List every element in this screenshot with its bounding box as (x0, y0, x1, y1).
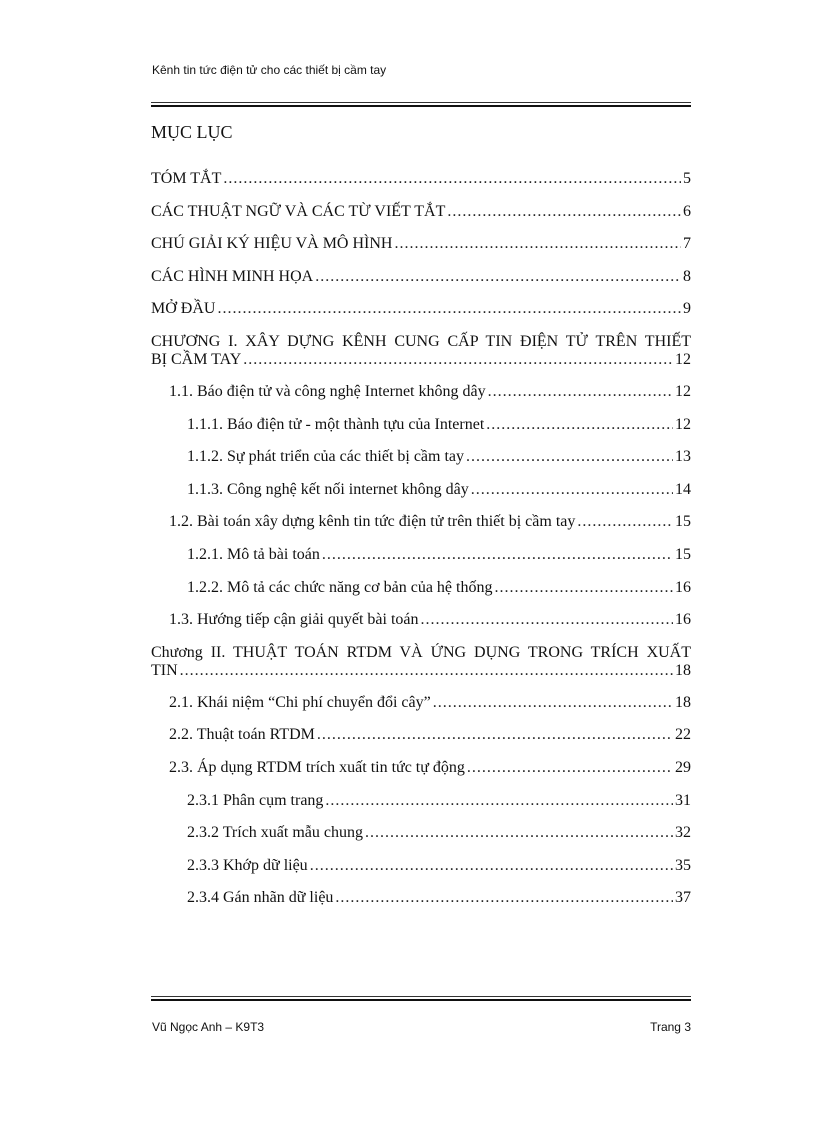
toc-entry-line (169, 513, 691, 531)
dot-leader (494, 579, 673, 597)
dot-leader (466, 448, 673, 466)
toc-entry[interactable] (151, 513, 691, 546)
toc-entry-line (187, 481, 691, 499)
toc-entry[interactable] (151, 203, 691, 236)
toc-entry-line (169, 694, 691, 712)
footer-page-label: Trang 3 (650, 1020, 691, 1034)
dot-leader (335, 889, 673, 907)
toc-entry-line (169, 759, 691, 777)
dot-leader (488, 383, 673, 401)
dot-leader (421, 611, 673, 629)
toc-entry-line (187, 448, 691, 466)
dot-leader (180, 662, 673, 680)
toc-entry-label: 1.1.1. Báo điện tử - một thành tựu của Internet (187, 415, 485, 433)
toc-entry-line (187, 824, 691, 842)
toc-entry-page-number: 12 (675, 350, 691, 368)
toc-entry-page-number: 13 (675, 448, 691, 466)
toc-entry-page-number: 8 (683, 267, 691, 285)
toc-entry-label: 1.2. Bài toán xây dựng kênh tin tức điện tử trên thiết bị cầm tay (169, 513, 576, 531)
toc-entry[interactable] (151, 268, 691, 301)
toc-title: MỤC LỤC (151, 122, 233, 142)
toc-entry-page-number: 15 (675, 513, 691, 531)
toc-entry-page-number: 12 (675, 382, 691, 400)
toc-entry-label: CÁC HÌNH MINH HỌA (151, 267, 314, 285)
toc-entry-line (169, 611, 691, 629)
toc-entry-label: MỞ ĐẦU (151, 300, 216, 318)
toc-entry[interactable] (151, 448, 691, 481)
toc-entry[interactable] (151, 300, 691, 333)
toc-entry-label: 1.1.3. Công nghệ kết nối internet không dây (187, 480, 469, 498)
toc-entry-label: TIN (151, 661, 178, 679)
toc-entry-page-number: 37 (675, 889, 691, 907)
dot-leader (394, 235, 681, 253)
dot-leader (317, 726, 673, 744)
toc-entry-label: 1.3. Hướng tiếp cận giải quyết bài toán (169, 611, 419, 629)
toc-entry-line (169, 383, 691, 401)
dot-leader (433, 694, 673, 712)
dot-leader (486, 416, 673, 434)
toc-entry-page-number: 22 (675, 726, 691, 744)
toc-entry[interactable] (151, 383, 691, 416)
toc-entry-line (151, 351, 691, 369)
dot-leader (467, 759, 673, 777)
toc-entry-heading-line: Chương II. THUẬT TOÁN RTDM VÀ ỨNG DỤNG TRONG TRÍCH XUẤT (151, 643, 691, 661)
toc-entry-page-number: 14 (675, 480, 691, 498)
toc-entry-line (151, 203, 691, 221)
toc-entry-label: BỊ CẦM TAY (151, 350, 242, 368)
toc-entry-page-number: 6 (683, 202, 691, 220)
toc-entry-page-number: 16 (675, 578, 691, 596)
toc-entry-line (187, 579, 691, 597)
toc-entry[interactable] (151, 694, 691, 727)
toc-entry-page-number: 12 (675, 415, 691, 433)
toc-entry-label: 2.3.2 Trích xuất mẫu chung (187, 824, 363, 842)
toc-entry[interactable] (151, 579, 691, 612)
toc-entry-label: 1.1.2. Sự phát triển của các thiết bị cầm tay (187, 448, 465, 466)
dot-leader (315, 268, 681, 286)
toc-entry-line (151, 300, 691, 318)
toc-entry[interactable] (151, 759, 691, 792)
toc-entry[interactable] (151, 726, 691, 759)
toc-entry-page-number: 29 (675, 758, 691, 776)
toc-entry-label: 2.3.4 Gán nhãn dữ liệu (187, 889, 334, 907)
toc-entry-line (151, 662, 691, 680)
toc-entry-label: CÁC THUẬT NGỮ VÀ CÁC TỪ VIẾT TẮT (151, 202, 446, 220)
toc-entry-page-number: 5 (683, 170, 691, 187)
dot-leader (217, 300, 681, 318)
toc-entry-page-number: 15 (675, 545, 691, 563)
table-of-contents (151, 170, 691, 922)
toc-entry-label: 1.2.1. Mô tả bài toán (187, 545, 320, 563)
footer-author: Vũ Ngọc Anh – K9T3 (152, 1020, 265, 1034)
dot-leader (223, 170, 681, 188)
toc-entry[interactable] (151, 546, 691, 579)
dot-leader (322, 546, 673, 564)
toc-entry-page-number: 18 (675, 661, 691, 679)
toc-entry[interactable] (151, 235, 691, 268)
toc-entry[interactable] (151, 889, 691, 922)
toc-entry-page-number: 35 (675, 856, 691, 874)
toc-entry[interactable] (151, 644, 691, 694)
dot-leader (365, 824, 673, 842)
running-header: Kênh tin tức điện tử cho các thiết bị cầm tay (152, 63, 387, 77)
toc-entry-page-number: 9 (683, 300, 691, 318)
toc-entry-label: 1.1. Báo điện tử và công nghệ Internet không dây (169, 382, 486, 400)
toc-entry-line (187, 416, 691, 434)
toc-entry-line (151, 235, 691, 253)
toc-entry-label: 1.2.2. Mô tả các chức năng cơ bản của hệ thống (187, 578, 493, 596)
dot-leader (243, 351, 673, 369)
footer-rule (151, 996, 691, 1001)
toc-entry[interactable] (151, 611, 691, 644)
toc-entry-label: TÓM TẮT (151, 170, 222, 187)
toc-entry-page-number: 32 (675, 824, 691, 842)
toc-entry-label: CHÚ GIẢI KÝ HIỆU VÀ MÔ HÌNH (151, 235, 393, 253)
toc-entry[interactable] (151, 792, 691, 825)
toc-entry[interactable] (151, 481, 691, 514)
toc-entry-page-number: 31 (675, 791, 691, 809)
toc-entry-line (169, 726, 691, 744)
dot-leader (325, 792, 673, 810)
toc-entry-line (151, 268, 691, 286)
toc-entry[interactable] (151, 170, 691, 203)
toc-entry-line (187, 857, 691, 875)
toc-entry[interactable] (151, 416, 691, 449)
toc-entry-page-number: 7 (683, 235, 691, 253)
toc-entry-label: 2.1. Khái niệm “Chi phí chuyển đổi cây” (169, 693, 431, 711)
toc-entry-page-number: 16 (675, 611, 691, 629)
dot-leader (471, 481, 673, 499)
toc-entry-label: 2.3.3 Khớp dữ liệu (187, 856, 308, 874)
toc-entry-line (187, 792, 691, 810)
dot-leader (577, 513, 673, 531)
toc-entry-line (151, 170, 691, 188)
toc-entry-label: 2.2. Thuật toán RTDM (169, 726, 315, 744)
toc-entry-label: 2.3.1 Phân cụm trang (187, 791, 324, 809)
toc-entry[interactable] (151, 857, 691, 890)
toc-entry[interactable] (151, 824, 691, 857)
toc-entry-line (187, 889, 691, 907)
toc-entry[interactable] (151, 333, 691, 383)
header-rule (151, 102, 691, 107)
dot-leader (310, 857, 673, 875)
toc-entry-line (187, 546, 691, 564)
toc-entry-page-number: 18 (675, 693, 691, 711)
dot-leader (447, 203, 681, 221)
toc-entry-label: 2.3. Áp dụng RTDM trích xuất tin tức tự động (169, 758, 465, 776)
toc-entry-heading-line: CHƯƠNG I. XÂY DỰNG KÊNH CUNG CẤP TIN ĐIỆN TỬ TRÊN THIẾT (151, 332, 691, 350)
